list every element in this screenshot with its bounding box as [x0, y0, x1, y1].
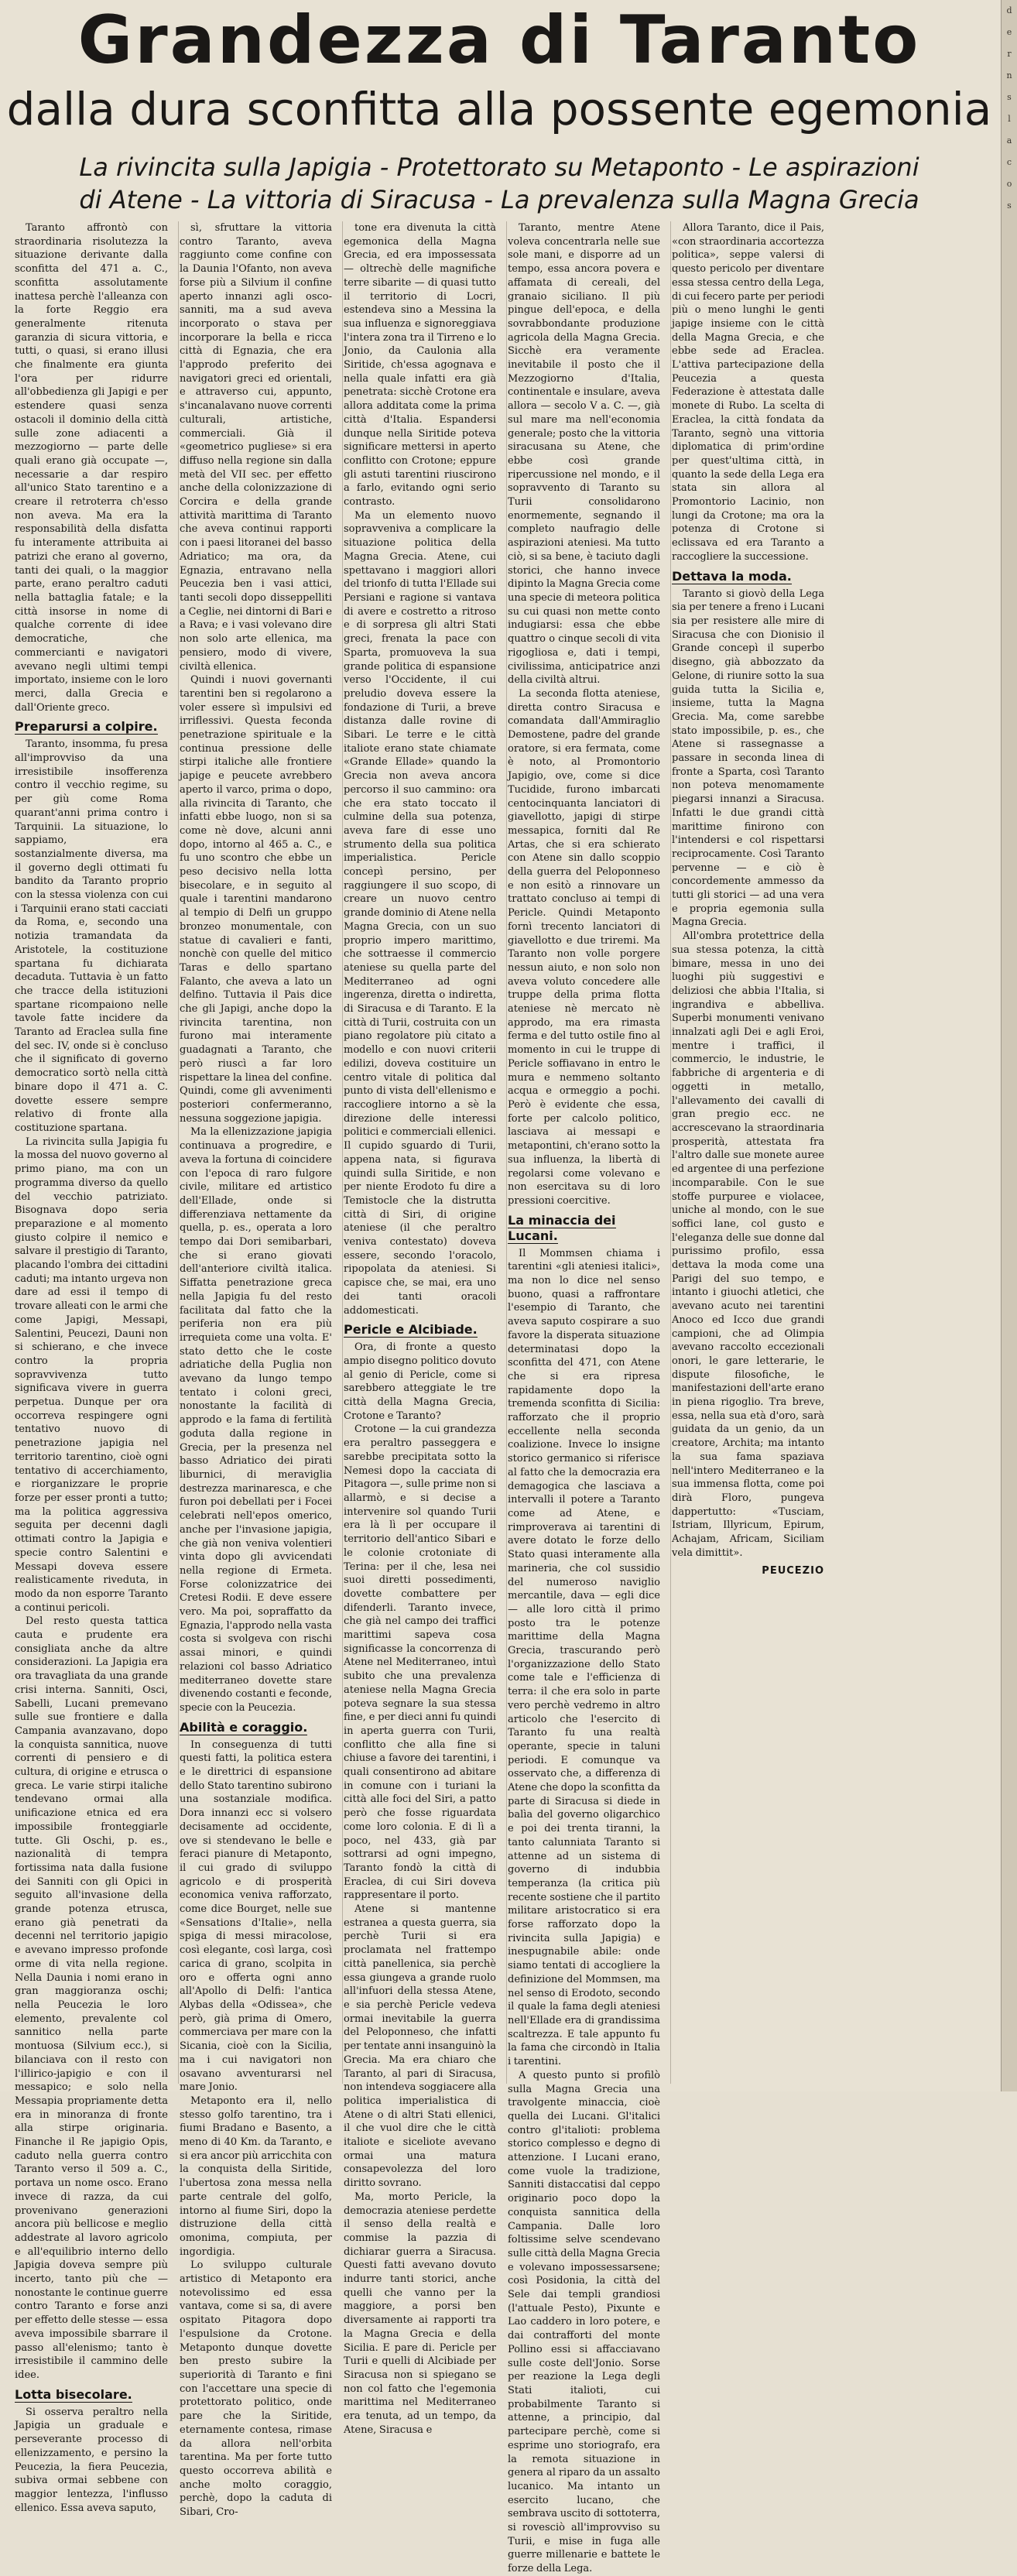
section-heading-text: Pericle e Alcibiade. [344, 1322, 478, 1338]
section-heading-text: Preparursi a colpire. [15, 719, 158, 735]
article-paragraph: Taranto affrontò con straordinaria risolutezza la situazione derivante dalla sconfitta del 471 a. C., sconfitta assolutamente inattesa perchè l'alleanza con la forte Reggio era generalmente ritenuta garanzia di sicura vittoria, e tutti, o quasi, si erano illusi che finalmente era giunta l'ora per ridurre all'obbedienza gli Japigi e per estendere quasi senza ostacoli il dominio della città sulle zone adiacenti a mezzogiorno — parte delle quali erano già occupate —, necessarie a dar respiro all'unico Stato tarentino e a creare il retroterra ch'esso non aveva. Ma era la responsabilità della disfatta fu interamente attribuita ai patrizi che erano al governo, tanti dei quali, o la maggior parte, erano peraltro caduti nella battaglia fatale; e la città insorse in nome di qualche corrente di idee democratiche, che commercianti e navigatori avevano negli ultimi tempi importato, insieme con le loro merci, dalla Grecia e dall'Oriente greco. [15, 222, 168, 714]
edge-letter: l [1008, 114, 1011, 124]
article-paragraph: Taranto, mentre Atene voleva concentrarla nelle sue sole mani, e disporre ad un tempo, essa ancora povera e affamata di cereali, del granaio siciliano. Il più pingue dell'epoca, e della sovrabbondante produzione agricola della Magna Grecia. Sicchè era veramente inevitabile il posto che il Mezzogiorno d'Italia, continentale e insulare, aveva allora — secolo V a. C. —, già sul mare ma nell'economia generale; posto che la vittoria siracusana su Atene, che ebbe così grande ripercussione nel mondo, e il sopravvento di Taranto su Turii consolidarono enormemente, segnando il completo naufragio delle aspirazioni ateniesi. Ma tutto ciò, si sa bene, è taciuto dagli storici, che hanno invece dipinto la Magna Grecia come una specie di meteora politica su cui quasi non mette conto indugiarsi: essa che ebbe quattro o cinque secoli di vita rigogliosa e, dati i tempi, civilissima, anticipatrice anzi della civiltà altrui. [508, 222, 660, 687]
article-paragraph: In conseguenza di tutti questi fatti, la politica estera e le direttrici di espansione dello Stato tarentino subirono una sostanziale modifica. Dora innanzi ecc si volsero decisamente ad occidente, ove si stendevano le belle e feraci pianure di Metaponto, il cui grado di sviluppo agricolo e di prosperità economica veniva rafforzato, come dice Bourget, nelle sue «Sensations d'Italie», nella spiga di messi miracolose, così elegante, così larga, così carica di grano, scolpita in oro e offerta ogni anno all'Apollo di Delfi: l'antica Alybas della «Odissea», che però, già prima di Omero, commerciava per mare con la Sicania, cioè con la Sicilia, ma i cui navigatori non osavano avventurarsi nel mare Jonio. [180, 1738, 332, 2094]
article-paragraph: Taranto si giovò della Lega sia per tenere a freno i Lucani sia per resistere alle mire di Siracusa che con Dionisio il Grande concepì il superbo disegno, già abbozzato da Gelone, di riunire sotto la sua guida tutta la Sicilia e, insieme, tutta la Magna Grecia. Ma, come sarebbe stato impossibile, p. es., che Atene si rassegnasse a passare in seconda linea di fronte a Sparta, così Taranto non poteva menomamente piegarsi innanzi a Siracusa. Infatti le due grandi città marittime finirono con l'intendersi e col rispettarsi reciprocamente. Così Taranto pervenne — e ciò è concordemente ammesso da tutti gli storici — ad una vera e propria egemonia sulla Magna Grecia. [672, 587, 824, 929]
article-paragraph: sì, sfruttare la vittoria contro Taranto, aveva raggiunto come confine con la Daunia l'Ofanto, non aveva forse più a Silvium il confine aperto innanzi agli osco-sanniti, ma a sud aveva incorporato o stava per incorporare la bella e ricca città di Egnazia, che era l'approdo preferito dei navigatori greci ed orientali, e attraverso cui, appunto, s'incanalavano nuove correnti culturali, artistiche, commerciali. Già il «geometrico pugliese» si era diffuso nella regione sin dalla metà del VII sec. per effetto anche della colonizzazione di Corcira e della grande attività marittima di Taranto che aveva continui rapporti con i paesi litoranei del basso Adriatico; ma ora, da Egnazia, entravano nella Peucezia ben i vasi attici, tanti secoli dopo disseppelliti a Ceglie, nei dintorni di Bari e a Rava; e i vasi volevano dire non solo arte ellenica, ma pensiero, modo di vivere, civiltà ellenica. [180, 222, 332, 673]
section-heading [15, 719, 168, 735]
article-paragraph: Quindi i nuovi governanti tarentini ben si regolarono a voler essere sì impulsivi ed irriflessivi. Questa feconda penetrazione spirituale e la continua pressione delle stirpi italiche alle frontiere japige e peucete avrebbero aperto il varco, prima o dopo, alla rivincita di Taranto, che infatti ebbe luogo, non si sa come nè dove, alcuni anni dopo, intorno al 465 a. C., e fu uno scontro che ebbe un peso decisivo nella lotta bisecolare, e in seguito al quale i tarentini mandarono al tempio di Delfi un gruppo bronzeo monumentale, con statue di cavalieri e fanti, nonchè con quelle del mitico Taras e dello spartano Falanto, che aveva a lato un delfino. Tuttavia il Pais dice che gli Japigi, anche dopo la rivincita tarentina, non furono mai interamente guadagnati a Taranto, che però riuscì a far loro rispettare la linea del confine. Quindi, come gli avvenimenti posteriori confermeranno, nessuna soggezione japigia. [180, 674, 332, 1125]
article-paragraph: Il Mommsen chiama i tarentini «gli ateniesi italici», ma non lo dice nel senso buono, quasi a raffrontare l'esempio di Taranto, che aveva saputo cospirare a suo favore la disperata situazione determinatasi dopo la sconfitta del 471, con Atene che si era ripresa rapidamente dopo la tremenda sconfitta di Sicilia: rafforzato che il proprio eccellente nella seconda coalizione. Invece lo insigne storico germanico si riferisce al fatto che la democrazia era demagogica che lasciava a intervalli il potere a Taranto come ad Atene, e rimproverava ai tarentini di avere dotato le forze dello Stato quasi interamente alla marineria, che col sussidio del numeroso naviglio mercantile, dava — egli dice — alle loro città il primo posto tra le potenze marittime della Magna Grecia, trascurando però l'organizzazione dello Stato come tale e l'efficienza di terra: il che era solo in parte vero perchè vedremo in altro articolo che l'esercito di Taranto fu una realtà operante, specie in taluni periodi. E comunque va osservato che, a differenza di Atene che dopo la sconfitta da parte di Siracusa si diede in balìa del governo oligarchico e poi dei trenta tiranni, la tanto calunniata Taranto si attenne ad un sistema di governo di indubbia temperanza (la critica più recente sostiene che il partito militare aristocratico si era forse rafforzato dopo la rivincita sulla Japigia) e inespugnabile abile: onde siamo tentati di accogliere la definizione del Mommsen, ma nel senso di Erodoto, secondo il quale la fama degli ateniesi nell'Ellade era di grandissima scaltrezza. E tale appunto fu la fama che circondò in Italia i tarentini. [508, 1247, 660, 2068]
article-paragraph: tone era divenuta la città egemonica della Magna Grecia, ed era impossessata — oltrechè delle magnifiche terre sibarite — di quasi tutto il territorio di Locri, estendeva sino a Messina la sua influenza e signoreggiava l'intera zona tra il Tirreno e lo Jonio, da Caulonia alla Siritide, ch'essa agognava e nella quale infatti era già penetrata: sicchè Crotone era allora additata come la prima città d'Italia. Espandersi dunque nella Siritide poteva significare mettersi in aperto conflitto con Crotone; eppure gli astuti tarentini riuscirono a farlo, evitando ogni serio contrasto. [344, 222, 496, 509]
article-paragraph: Si osserva peraltro nella Japigia un graduale e perseverante processo di ellenizzamento, e persino la Peucezia, la fiera Peucezia, subiva ormai sebbene con maggior lentezza, l'influsso ellenico. Essa aveva saputo, [15, 2406, 168, 2514]
article-paragraph: Crotone — la cui grandezza era peraltro passeggera e sarebbe precipitata sotto la Nemesi dopo la cacciata di Pitagora —, sulle prime non si allarmò, e si decise a intervenire sol quando Turii era là lì per occupare il territorio dell'antico Sibari e le colonie crotoniate di Terina: per il che, lesa nei suoi diretti possedimenti, dovette combattere per difenderli. Taranto invece, che già nel campo dei traffici marittimi sapeva cosa significasse la concorrenza di Atene nel Mediterraneo, intuì subito che una prevalenza ateniese nella Magna Grecia poteva segnare la sua stessa fine, e per dieci anni fu quindi in aperta guerra con Turii, conflitto che alla fine si chiuse a favore dei tarentini, i quali consentirono ad abitare in comune con i turiani la città alle foci del Siri, a patto però che fosse riguardata come loro colonia. E di lì a poco, nel 433, già par sottrarsi ad ogni impegno, Taranto fondò la città di Eraclea, di cui Siri doveva rappresentare il porto. [344, 1423, 496, 1902]
section-heading [15, 2387, 168, 2403]
article-column-5 [670, 221, 825, 2084]
edge-letter: s [1007, 200, 1012, 211]
edge-letter: d [1006, 5, 1012, 15]
section-heading [672, 569, 824, 584]
article-paragraph: Taranto, insomma, fu presa all'improvviso da una irresistibile insofferenza contro il vecchio regime, su per giù come Roma quarant'anni prima contro i Tarquinii. La situazione, lo sappiamo, era sostanzialmente diversa, ma il governo degli ottimati fu bandito da Taranto proprio con la stessa violenza con cui i Tarquinii erano stati cacciati da Roma, e, secondo una notizia tramandata da Aristotele, la costituzione spartana fu dichiarata decaduta. Tuttavia è un fatto che tracce della istituzioni spartane ricompaiono nelle tavole fatte incidere da Taranto ad Eraclea sulla fine del sec. IV, onde si è concluso che il significato di governo democratico sortò nella città binare dopo il 471 a. C. dovette essere sempre relativo di fronte alla costituzione spartana. [15, 738, 168, 1134]
edge-letter: n [1006, 70, 1012, 80]
article-paragraph: A questo punto si profilò sulla Magna Grecia una travolgente minaccia, cioè quella dei Lucani. Gl'italici contro gl'italioti: problema storico complesso e degno di attenzione. I Lucani erano, come vuole la tradizione, Sanniti distaccatisi dal ceppo originario poco dopo la conquista sannitica della Campania. Dalle loro foltissime selve scendevano sulle città della Magna Grecia e volevano impossessarsene; così Posidonia, la città del Sele dai templi grandiosi (l'attuale Pesto), Pixunte e Lao caddero in loro potere, e dai contrafforti del monte Pollino essi si affacciavano sulle coste dell'Jonio. Sorse per reazione la Lega degli Stati italioti, cui probabilmente Taranto si attenne, a principio, dal partecipare perchè, come si esprime uno storiografo, era la remota situazione in genera al riparo da un assalto lucanico. Ma intanto un esercito lucano, che sembrava uscito di sottoterra, si rovesciò all'improvviso su Turii, e mise in fuga alle guerre millenarie e battete le forze della Lega. [508, 2069, 660, 2575]
article-columns [9, 221, 995, 2575]
article-column-1 [14, 221, 169, 2514]
section-heading-text: Lotta bisecolare. [15, 2386, 132, 2402]
article-paragraph: Ma la ellenizzazione japigia continuava a progredire, e aveva la fortuna di coincidere con l'epoca di raro fulgore civile, militare ed artistico dell'Ellade, onde si differenziava nettamente da quella, p. es., operata a loro tempo dai Dori semibarbari, che si erano giovati dell'anteriore civiltà italica. Siffatta penetrazione greca nella Japigia fu del resto facilitata dal fatto che la periferia non era più irrequieta come una volta. E' stato detto che le coste adriatiche della Puglia non avevano da lungo tempo tentato i coloni greci, nonostante la facilità di approdo e la fama di fertilità goduta dalla regione in Grecia, per la presenza nel basso Adriatico dei pirati liburnici, di meraviglia destrezza marinaresca, e che furon poi debellati per i Focei celebrati nell'epos omerico, anche per l'invasione japigia, che già non veniva volentieri vinta dopo gli avvicendati nella regione di Ermeta. Forse colonizzatrice dei Cretesi Rodii. E deve essere vero. Ma poi, sopraffatto da Egnazia, l'approdo nella vasta costa si svolgeva con rischi assai minori, e quindi relazioni col basso Adriatico mediterraneo dovette stare divenendo costanti e feconde, specie con la Peucezia. [180, 1126, 332, 1714]
edge-letter: o [1006, 179, 1012, 189]
article-paragraph: All'ombra protettrice della sua stessa potenza, la città bimare, messa in uno dei luoghi più suggestivi e deliziosi che abbia l'Italia, si ingrandiva e abbelliva. Superbi monumenti venivano innalzati agli Dei e agli Eroi, mentre i traffici, il commercio, le industrie, le fabbriche di argenteria e di oggetti in metallo, l'allevamento dei cavalli di gran pregio ecc. ne accrescevano la straordinaria prosperità, attestata fra l'altro dalle sue monete auree ed argentee di una perfezione incomparabile. Con le sue stoffe purpuree e violacee, uniche al mondo, con le sue soffici lane, col gusto e l'eleganza delle sue donne dal purissimo profilo, essa dettava la moda come una Parigi del suo tempo, e intanto i giuochi atletici, che avevano acuto nei tarentini Anoco ed Icco due grandi campioni, che ad Olimpia avevano raccolto eccezionali onori, le gare letterarie, le dispute filosofiche, le manifestazioni dell'arte erano in piena rigoglio. Tra breve, essa, nella sua età d'oro, sarà guidata da un genio, da un creatore, Archita; ma intanto la sua fama spaziava nell'intero Mediterraneo e la sua immensa flotta, come poi dirà Floro, pungeva dappertutto: «Tusciam, Istriam, Illyricum, Epirum, Achajam, Africam, Siciliam vela dimittit». [672, 930, 824, 1559]
article-paragraph: Ma, morto Pericle, la democrazia ateniese perdette il senso della realtà e commise la pazzia di dichiarar guerra a Siracusa. Questi fatti avevano dovuto indurre tanti storici, anche quelli che vanno per la maggiore, a porsi ben diversamente ai rapporti tra la Magna Grecia e della Sicilia. E pare di. Pericle per Turii e quelli di Alcibiade per Siracusa non si spiegano se non col fatto che l'egemonia marittima nel Mediterraneo era tenuta, ad un tempo, da Atene, Siracusa e [344, 2191, 496, 2436]
section-heading [180, 1720, 332, 1735]
edge-letter: c [1006, 157, 1012, 167]
deck-line-1: La rivincita sulla Japigia - Protettorato su Metaponto - Le aspirazioni [79, 152, 919, 182]
section-heading [344, 1322, 496, 1338]
section-heading-text: Abilità e coraggio. [180, 1719, 308, 1735]
edge-letter: a [1006, 135, 1012, 146]
article-column-4 [506, 221, 661, 2575]
author-signature: PEUCEZIO [762, 1564, 824, 1577]
article-paragraph: Lo sviluppo culturale artistico di Metaponto era notevolissimo ed essa vantava, come si sa, di avere ospitato Pitagora dopo l'espulsione da Crotone. Metaponto dunque dovette ben presto subire la superiorità di Taranto e fini con l'accettare una specie di protettorato politico, onde pare che la Siritide, eternamente contesa, rimase da allora nell'orbita tarentina. Ma per forte tutto questo occorreva abilità e anche molto coraggio, perchè, dopo la caduta di Sibari, Cro- [180, 2259, 332, 2519]
article-paragraph: Metaponto era il, nello stesso golfo tarentino, tra i fiumi Bradano e Basento, a meno di 40 Km. da Taranto, e si era ancor più arricchita con la conquista della Siritide, l'ubertosa zona messa nella parte centrale del golfo, intorno al fiume Siri, dopo la distruzione della città omonima, compiuta, per ingordigia. [180, 2095, 332, 2258]
article-paragraph: Ora, di fronte a questo ampio disegno politico dovuto al genio di Pericle, come si sarebbero atteggiate le tre città della Magna Grecia, Crotone e Taranto? [344, 1341, 496, 1422]
article-paragraph: Allora Taranto, dice il Pais, «con straordinaria accortezza politica», seppe valersi di questo pericolo per diventare essa stessa centro della Lega, di cui fecero parte per periodi più o meno lunghi le genti japige insieme con le città della Magna Grecia, e che ebbe sede ad Eraclea. L'attiva partecipazione della Peucezia a questa Federazione è attestata dalle monete di Rubo. La scelta di Eraclea, la città fondata da Taranto, segnò una vittoria diplomatica di prim'ordine per quest'ultima città, in quanto la sede della Lega era stata sin allora al Promontorio Lacinio, non lungi da Crotone; ma ora la potenza di Crotone si eclissava ed era Taranto a raccogliere la successione. [672, 222, 824, 563]
article-paragraph: Ma un elemento nuovo sopravveniva a complicare la situazione politica della Magna Grecia. Atene, cui spettavano i maggiori allori del trionfo di tutta l'Ellade sui Persiani e ragione si vantava di avere e costretto a ritroso e di sorpresa gli altri Stati greci, frenata la pace con Sparta, promuoveva la sua grande politica di espansione verso l'Occidente, il cui preludio doveva essere la fondazione di Turii, a breve distanza dalle rovine di Sibari. Le terre e le città italiote erano state chiamate «Grande Ellade» quando la Grecia non aveva ancora percorso il suo cammino: ora che era stato toccato il culmine della sua potenza, aveva fare di esse uno strumento della sua politica imperialistica. Pericle concepì persino, per raggiungere il suo scopo, di creare un nuovo centro grande dominio di Atene nella Magna Grecia, con un suo proprio impero marittimo, che sottraesse il commercio ateniese su quella parte del Mediterraneo ad ogni ingerenza, diretta o indiretta, di Siracusa e di Taranto. E la città di Turii, costruita con un piano regolatore più citato a modello e con nuovi criterii edilizi, doveva costituire un centro vitale di politica dal punto di vista dell'ellenismo e raccogliere intorno a sè la direzione delle interessi politici e commerciali ellenici. Il cupido sguardo di Turii, appena nata, si figurava quindi sulla Siritide, e non per niente Erodoto fu dire a Temistocle che la distrutta città di Siri, di origine ateniese (il che peraltro veniva contestato) doveva essere, secondo l'oracolo, ripopolata da ateniesi. Si capisce che, se mai, era uno dei tanti oracoli addomesticati. [344, 509, 496, 1317]
section-heading [508, 1213, 660, 1244]
edge-letter: e [1006, 27, 1012, 37]
article-column-3 [342, 221, 497, 2436]
edge-letter: s [1007, 92, 1012, 102]
subheadline: dalla dura sconfitta alla possente egemonia [6, 83, 992, 135]
headline: Grandezza di Taranto [77, 2, 921, 79]
article-paragraph: La seconda flotta ateniese, diretta contro Siracusa e comandata dall'Ammiraglio Demostene, padre del grande oratore, si era fermata, come è noto, al Promontorio Japigio, ove, come si dice Tucidide, furono imbarcati centocinquanta lanciatori di giavellotto, japigi di stirpe messapica, forniti dal Re Artas, che si era schierato con Atene sin dallo scoppio della guerra del Peloponneso e non esitò a rinnovare un trattato concluso ai tempi di Pericle. Quindi Metaponto fornì trecento lanciatori di giavellotto e due triremi. Ma Taranto non volle porgere nessun aiuto, e non solo non aveva voluto concedere alle truppe della prima flotta ateniese nè mercato nè approdo, ma era rimasta ferma e del tutto ostile fino al momento in cui le truppe di Pericle soffiavano in entro le mura e nemmeno soltanto acqua e ormeggio a pochi. Però è evidente che essa, forte per calcolo politico, lasciava ai messapi e metapontini, ch'erano sotto la sua influenza, la libertà di regolarsi come volevano e non esercitava su di loro pressioni coercitive. [508, 687, 660, 1207]
deck-line-2: di Atene - La vittoria di Siracusa - La prevalenza sulla Magna Grecia [79, 185, 919, 214]
adjacent-page-edge [1001, 0, 1017, 2091]
article-paragraph: La rivincita sulla Japigia fu la mossa del nuovo governo al primo piano, ma con un programma diverso da quello del vecchio patriziato. Bisognava dopo seria preparazione e al momento giusto colpire il nemico e salvare il prestigio di Taranto, placando l'ombra dei cittadini caduti; ma intanto urgeva non dare ad essi il tempo di trovare alleati con le armi che come Japigi, Messapi, Salentini, Peucezi, Dauni non si schierano, e che invece contro la propria sopravvivenza tutto significava vivere in guerra perpetua. Dunque per ora occorreva respingere ogni tentativo nuovo di penetrazione japigia nel territorio tarentino, cioè ogni tentativo di accerchiamento, e riorganizzare le proprie forze per esser pronti a tutto; ma la politica aggressiva seguita per decenni dagli ottimati contro la Japigia e specie contro Salentini e Messapi doveva essere realisticamente riveduta, in modo da non esporre Taranto a continui pericoli. [15, 1136, 168, 1614]
section-heading-text: La minaccia dei Lucani. [508, 1212, 616, 1243]
article-column-2 [178, 221, 333, 2519]
section-heading-text: Dettava la moda. [672, 568, 792, 584]
article-paragraph: Atene si mantenne estranea a questa guerra, sia perchè Turii si era proclamata nel frattempo città panellenica, sia perchè essa giungeva a grande ruolo all'infuori della stessa Atene, e sia perchè Pericle vedeva ormai inevitabile la guerra del Peloponneso, che infatti per tentate anni insanguinò la Grecia. Ma era chiaro che Taranto, al pari di Siracusa, non intendeva soggiacere alla politica imperialistica di Atene o di altri Stati ellenici, il che vuol dire che le città italiote e siceliote avevano ormai una matura consapevolezza del loro diritto sovrano. [344, 1903, 496, 2190]
article-paragraph: Del resto questa tattica cauta e prudente era consigliata anche da altre considerazioni. La Japigia era ora travagliata da una grande crisi interna. Sanniti, Osci, Sabelli, Lucani premevano sulle sue frontiere e dalla Campania avanzavano, dopo la conquista sannitica, nuove correnti di pensiero e di cultura, di origine e etrusca o greca. Le varie stirpi italiche tendevano ormai alla unificazione etnica ed era impossibile fronteggiarle tutte. Gli Oschi, p. es., nazionalità di tempra fortissima nata dalla fusione dei Sanniti con gli Opici in seguito all'invasione della grande potenza etrusca, erano già penetrati da decenni nel territorio japigio e avevano impresso profonde orme di vita nella regione. Nella Daunia i nomi erano in gran maggioranza oschi; nella Peucezia le loro elemento, prevalente col sannitico nella parte montuosa (Silvium ecc.), si bilanciava con il resto con l'illirico-japigio e con il messapico; e solo nella Messapia propriamente detta era in minoranza di fronte alla stirpe originaria. Finanche il Re japigio Opis, caduto nella guerra contro Taranto verso il 509 a. C., portava un nome osco. Erano invece di razza, da cui provenivano generazioni ancora più bellicose e meglio addestrate al lavoro agricolo e all'equilibrio interno dello Japigia doveva sempre più incerto, tanto più che — nonostante le continue guerre contro Taranto e forse anzi per effetto delle stesse — essa aveva impossibile sbarrare il passo all'elenismo; tanto è irresistibile il cammino delle idee. [15, 1615, 168, 2381]
edge-letter: r [1007, 49, 1012, 59]
